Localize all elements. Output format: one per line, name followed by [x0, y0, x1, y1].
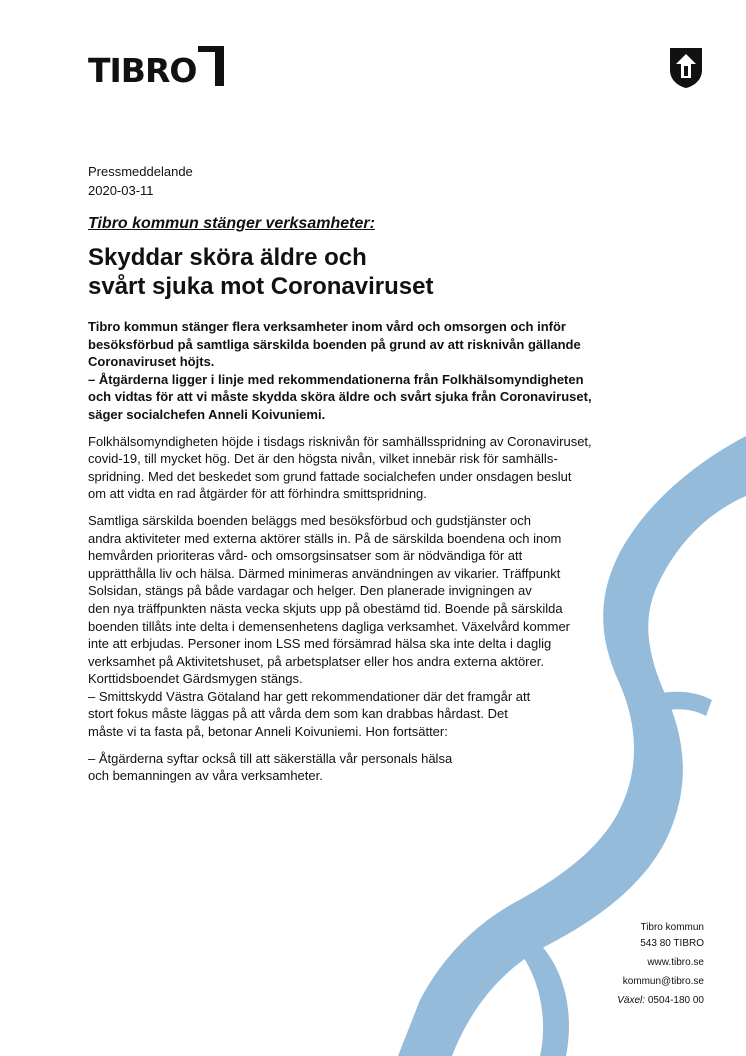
footer-web[interactable]: www.tibro.se [647, 957, 704, 968]
headline [88, 243, 433, 301]
lead-paragraph [88, 318, 648, 424]
text-line: – Åtgärderna syftar också till att säkerställa vår personals hälsa [88, 750, 453, 766]
footer-phone-label: Växel: [617, 995, 646, 1006]
body-paragraph-2 [88, 512, 648, 741]
text-line: Korttidsboendet Gärdsmygen stängs. [88, 671, 303, 687]
contact-footer [617, 920, 704, 1009]
doc-type: Pressmeddelande [88, 164, 193, 179]
footer-phone [617, 993, 704, 1009]
text-line: Samtliga särskilda boenden beläggs med besöksförbud och gudstjänster och [88, 512, 531, 528]
text-line: spridning. Med det beskedet som grund fattade socialchefen under onsdagen beslut [88, 468, 572, 484]
text-line: säger socialchefen Anneli Koivuniemi. [88, 406, 326, 422]
article-body [88, 318, 648, 794]
press-meta [88, 162, 193, 200]
logo-mark-icon [198, 46, 224, 86]
tibro-logo [88, 46, 224, 90]
text-line: Solsidan, stängs på både vardagar och helger. Den planerade invigningen av [88, 583, 532, 599]
text-line: verksamhet på Aktivitetshuset, på arbetsplatser eller hos andra externa aktörer. [88, 653, 544, 669]
body-paragraph-3 [88, 750, 648, 785]
text-line: inte att erbjudas. Personer inom LSS med försämrad hälsa ska inte delta i daglig [88, 636, 552, 652]
tibro-coat-of-arms-icon [668, 46, 704, 90]
footer-email[interactable]: kommun@tibro.se [622, 976, 704, 987]
text-line: Folkhälsomyndigheten höjde i tisdags risknivån för samhällsspridning av Coronaviruset, [88, 433, 592, 449]
text-line: covid-19, till mycket hög. Det är den högsta nivån, vilket innebär risk för samhälls- [88, 451, 558, 467]
footer-phone-number: 0504-180 00 [647, 995, 704, 1006]
text-line: Tibro kommun stänger flera verksamheter inom vård och omsorgen och inför [88, 319, 566, 334]
headline-line-1: Skyddar sköra äldre och [88, 244, 367, 271]
text-line: den nya träffpunkten nästa vecka skjuts upp på obestämd tid. Boende på särskilda [88, 600, 563, 616]
text-line: boenden tillåts inte delta i demensenhetens dagliga verksamhet. Växelvård kommer [88, 618, 570, 634]
kicker: Tibro kommun stänger verksamheter: [88, 215, 375, 232]
headline-line-2: svårt sjuka mot Coronaviruset [88, 273, 434, 300]
text-line: – Åtgärderna ligger i linje med rekommendationerna från Folkhälsomyndigheten [88, 371, 584, 387]
text-line: hemvården prioriteras vård- och omsorgsinsatser som är nödvändiga för att [88, 548, 523, 564]
text-line: Coronaviruset höjts. [88, 354, 215, 370]
text-line: upprätthålla liv och hälsa. Därmed minimeras användningen av vikarier. Träffpunkt [88, 565, 561, 581]
text-line: om att vidta en rad åtgärder för att förhindra smittspridning. [88, 486, 427, 502]
press-date: 2020-03-11 [88, 183, 154, 198]
text-line: måste vi ta fasta på, betonar Anneli Koivuniemi. Hon fortsätter: [88, 724, 448, 740]
text-line: – Smittskydd Västra Götaland har gett rekommendationer där det framgår att [88, 688, 531, 704]
logo-wordmark: TIBRO [88, 51, 197, 90]
text-line: och bemanningen av våra verksamheter. [88, 768, 323, 784]
text-line: besöksförbud på samtliga särskilda boenden på grund av att risknivån gällande [88, 336, 581, 352]
text-line: andra aktiviteter med externa aktörer ställs in. På de särskilda boendena och inom [88, 530, 562, 546]
footer-postal: 543 80 TIBRO [640, 938, 704, 949]
river-branch [520, 944, 569, 1056]
footer-org: Tibro kommun [640, 922, 704, 933]
body-paragraph-1 [88, 433, 648, 503]
text-line: och vidtas för att vi måste skydda sköra äldre och svårt sjuka från Coronaviruset, [88, 389, 592, 405]
text-line: stort fokus måste läggas på att vårda dem som kan drabbas hårdast. Det [88, 706, 508, 722]
